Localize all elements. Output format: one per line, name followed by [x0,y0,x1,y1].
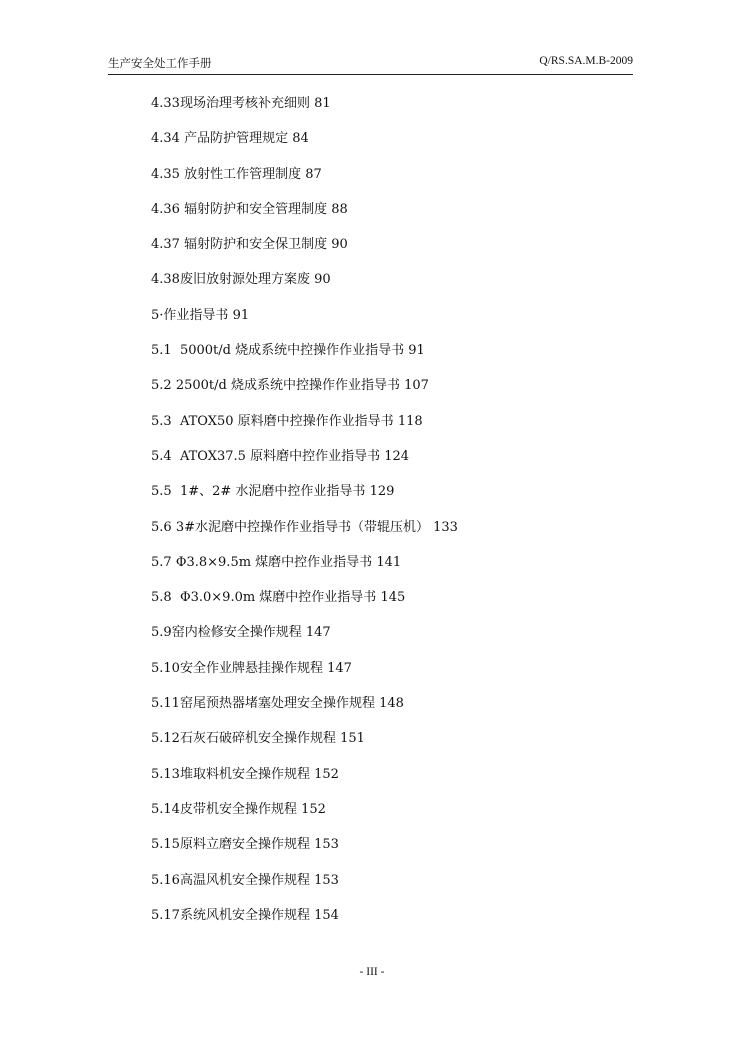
toc-entry-number: 5.17 [151,907,180,923]
toc-entry-number: 5.12 [151,731,180,747]
toc-entry[interactable] [151,192,621,227]
toc-entry-page: 91 [232,307,250,323]
toc-entry-page: 133 [433,519,458,535]
toc-entry[interactable] [151,827,621,862]
toc-entry-number: 5.11 [151,696,180,712]
toc-entry-title: 安全作业牌悬挂操作规程 [179,660,323,676]
toc-entry[interactable] [151,721,621,756]
toc-entry[interactable] [151,262,621,297]
toc-entry-number: 4.38 [151,272,180,288]
toc-entry[interactable] [151,121,621,156]
toc-entry-title: 3#水泥磨中控操作作业指导书（带辊压机） [175,519,429,535]
toc-entry-title: 高温风机安全操作规程 [179,872,310,888]
toc-entry[interactable] [151,227,621,262]
toc-entry[interactable] [151,368,621,403]
toc-entry[interactable] [151,580,621,615]
toc-entry-page: 141 [376,554,402,570]
toc-entry-title: 石灰石破碎机安全操作规程 [179,731,336,747]
toc-entry-number: 4.37 [151,237,185,253]
toc-entry-title: 废旧放射源处理方案废 [179,272,310,288]
toc-entry-title: ATOX37.5 原料磨中控作业指导书 [179,448,381,464]
toc-entry-page: 84 [292,131,309,147]
toc-entry-page: 90 [314,272,331,288]
toc-entry-title: Φ3.0×9.0m 煤磨中控作业指导书 [179,590,377,606]
toc-entry-number: 5.1 [151,343,180,359]
toc-entry-number: 5.5 [151,484,180,500]
toc-entry[interactable] [151,298,621,333]
toc-entry-page: 118 [397,413,423,429]
toc-entry-number: 5.15 [151,837,180,853]
toc-entry-title: 放射性工作管理制度 [184,166,302,182]
toc-entry-number: 5.7 [151,554,176,570]
toc-entry-title: 系统风机安全操作规程 [179,907,310,923]
toc-entry-title: 产品防护管理规定 [184,131,289,147]
toc-entry-page: 148 [379,696,404,712]
toc-entry[interactable] [151,404,621,439]
toc-entry-number: 5.9 [151,625,172,641]
toc-entry-number: 5.2 [151,378,176,394]
toc-entry-page: 147 [327,660,352,676]
toc-entry-number: 5.16 [151,872,180,888]
toc-entry[interactable] [151,686,621,721]
toc-entry-title: 堆取料机安全操作规程 [179,766,310,782]
toc-entry-number: 4.36 [151,201,185,217]
toc-entry-number: 5· [151,307,164,323]
toc-entry-number: 5.10 [151,660,180,676]
toc-entry-title: Φ3.8×9.5m 煤磨中控作业指导书 [175,554,373,570]
toc-entry-number: 4.35 [151,166,185,182]
toc-entry-title: 2500t/d 烧成系统中控操作作业指导书 [175,378,400,394]
toc-entry[interactable] [151,898,621,933]
toc-entry-page: 151 [340,731,365,747]
toc-entry[interactable] [151,863,621,898]
toc-entry-page: 145 [380,590,406,606]
toc-entry-page: 107 [404,378,429,394]
toc-entry-title: 辐射防护和安全管理制度 [184,201,328,217]
toc-entry-title: 皮带机安全操作规程 [179,801,297,817]
toc-entry-title: 1#、2# 水泥磨中控作业指导书 [179,484,366,500]
toc-entry-title: 现场治理考核补充细则 [179,96,310,111]
toc-entry[interactable] [151,510,621,545]
toc-entry[interactable] [151,757,621,792]
toc-entry[interactable] [151,333,621,368]
toc-entry-page: 124 [384,448,410,464]
page-number: - III - [359,966,385,978]
toc-entry-number: 5.13 [151,766,180,782]
table-of-contents [151,86,621,933]
toc-entry-title: 窑内检修安全操作规程 [171,625,302,641]
toc-entry-number: 4.33 [151,96,180,111]
toc-entry-page: 153 [314,837,339,853]
toc-entry-page: 147 [305,625,331,641]
toc-entry-title: 辐射防护和安全保卫制度 [184,237,328,253]
toc-entry-number: 4.34 [151,131,185,147]
toc-entry-page: 81 [314,96,331,111]
toc-entry-number: 5.4 [151,448,180,464]
toc-entry[interactable] [151,792,621,827]
toc-entry[interactable] [151,157,621,192]
toc-entry[interactable] [151,86,621,121]
toc-entry[interactable] [151,439,621,474]
toc-entry-number: 5.3 [151,413,180,429]
toc-entry-title: 作业指导书 [163,307,229,323]
toc-entry-page: 153 [314,872,339,888]
toc-entry-title: 5000t/d 烧成系统中控操作作业指导书 [179,343,405,359]
toc-entry[interactable] [151,545,621,580]
toc-entry[interactable] [151,615,621,650]
toc-entry-page: 152 [314,766,339,782]
toc-entry-title: 原料立磨安全操作规程 [179,837,310,853]
toc-entry-page: 154 [314,907,339,923]
toc-entry-page: 152 [301,801,326,817]
toc-entry-number: 5.14 [151,801,180,817]
header-document-code: Q/RS.SA.M.B-2009 [539,55,633,67]
toc-entry-page: 87 [305,166,322,182]
toc-entry-title: 窑尾预热器堵塞处理安全操作规程 [179,696,375,712]
toc-entry-page: 88 [331,201,348,217]
toc-entry[interactable] [151,474,621,509]
toc-entry-title: ATOX50 原料磨中控操作作业指导书 [179,413,394,429]
header-title: 生产安全处工作手册 [108,58,212,70]
page-header [108,52,633,75]
toc-entry[interactable] [151,651,621,686]
toc-entry-page: 129 [369,484,395,500]
toc-entry-number: 5.8 [151,590,180,606]
toc-entry-number: 5.6 [151,519,176,535]
toc-entry-page: 90 [331,237,348,253]
toc-entry-page: 91 [408,343,425,359]
